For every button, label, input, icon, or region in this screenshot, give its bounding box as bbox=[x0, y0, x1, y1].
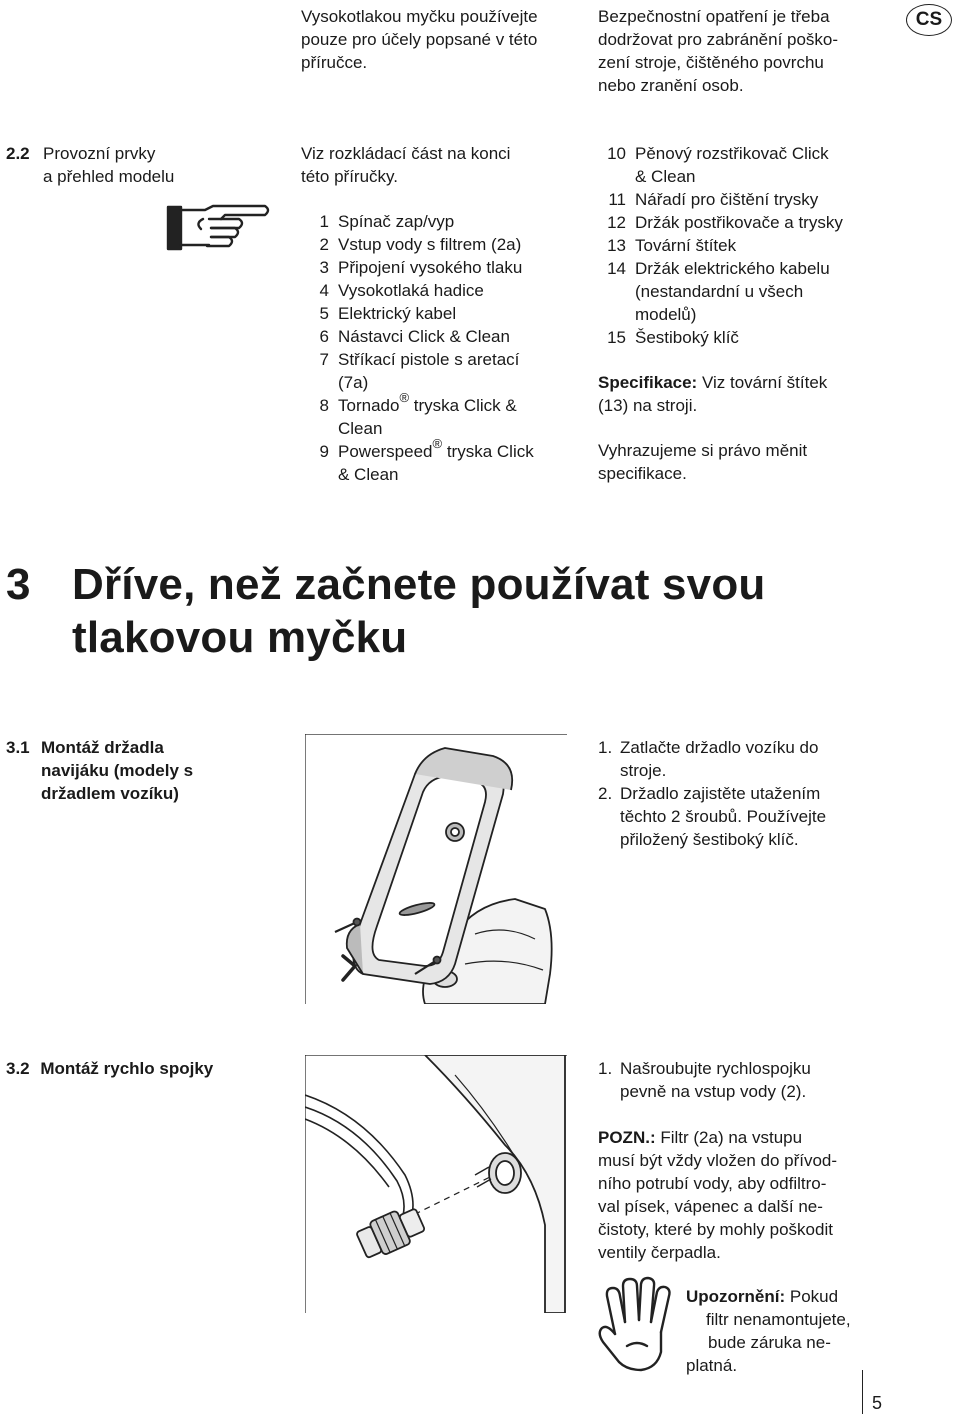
item-text: Stříkací pistole s aretací bbox=[338, 350, 520, 369]
section-title bbox=[43, 142, 174, 188]
section-3-2-steps bbox=[598, 1057, 898, 1103]
list-item bbox=[301, 390, 581, 440]
title-line: Montáž držadla bbox=[41, 738, 164, 757]
list-item bbox=[598, 234, 898, 257]
list-item bbox=[598, 188, 898, 211]
item-number: 3 bbox=[319, 258, 329, 277]
item-number: 2 bbox=[319, 235, 329, 254]
warning-label: Upozornění: bbox=[686, 1287, 786, 1306]
item-number: 10 bbox=[607, 144, 626, 163]
step-text: Zatlačte držadlo vozíku do bbox=[620, 738, 819, 757]
list-item bbox=[301, 302, 581, 325]
item-text: Nářadí pro čištění trysky bbox=[635, 190, 819, 209]
item-text: Spínač zap/vyp bbox=[338, 212, 455, 231]
list-item bbox=[301, 436, 581, 486]
step-item bbox=[598, 1057, 898, 1103]
section-title: Montáž rychlo spojky bbox=[40, 1059, 214, 1078]
item-number: 12 bbox=[607, 213, 626, 232]
note-line bbox=[598, 1126, 837, 1149]
reserve-note bbox=[598, 439, 807, 485]
item-text: & Clean bbox=[338, 465, 399, 484]
warning-text: Pokud bbox=[785, 1287, 839, 1306]
filter-note bbox=[598, 1126, 837, 1264]
registered-mark: ® bbox=[432, 436, 443, 452]
title-line: a přehled modelu bbox=[43, 167, 175, 186]
language-badge: CS bbox=[906, 4, 952, 36]
step-text: těchto 2 šroubů. Používejte bbox=[620, 807, 827, 826]
item-text: Vysokotlaká hadice bbox=[338, 281, 484, 300]
step-item bbox=[598, 736, 898, 782]
item-text: Nástavci Click & Clean bbox=[338, 327, 510, 346]
item-text: Pěnový rozstřikovač Click bbox=[635, 144, 829, 163]
step-text: stroje. bbox=[620, 761, 667, 780]
step-number: 1. bbox=[598, 738, 613, 757]
warning-text: bude záruka ne- bbox=[708, 1333, 831, 1352]
note-text: ventily čerpadla. bbox=[598, 1243, 721, 1262]
text-line: Viz rozkládací část na konci bbox=[301, 144, 511, 163]
step-text: Držadlo zajistěte utažením bbox=[620, 784, 821, 803]
intro-safety-text bbox=[598, 5, 838, 97]
warning-line bbox=[686, 1285, 851, 1308]
spec-text: (13) na stroji. bbox=[598, 396, 698, 415]
item-number: 5 bbox=[319, 304, 329, 323]
title-line: navijáku (modely s bbox=[41, 761, 194, 780]
quick-coupler-illustration bbox=[305, 1055, 567, 1313]
list-item bbox=[598, 257, 898, 326]
text-line: Vysokotlakou myčku používejte bbox=[301, 7, 538, 26]
chapter-title-line: Dříve, než začnete používat svou bbox=[72, 560, 766, 609]
intro-usage-text bbox=[301, 5, 538, 74]
parts-list-left bbox=[301, 210, 581, 486]
item-text: & Clean bbox=[635, 167, 696, 186]
item-text: Elektrický kabel bbox=[338, 304, 457, 323]
item-text: Držák elektrického kabelu bbox=[635, 259, 830, 278]
item-text: (7a) bbox=[338, 373, 369, 392]
item-number: 6 bbox=[319, 327, 329, 346]
spec-line bbox=[598, 371, 827, 394]
pointing-hand-icon bbox=[165, 197, 273, 259]
chapter-number: 3 bbox=[6, 560, 31, 609]
item-number: 13 bbox=[607, 236, 626, 255]
item-number: 14 bbox=[607, 259, 626, 278]
text-line: nebo zranění osob. bbox=[598, 76, 744, 95]
page-number: 5 bbox=[872, 1393, 883, 1413]
note-label: POZN.: bbox=[598, 1128, 656, 1147]
step-number: 1. bbox=[598, 1059, 613, 1078]
text-line: Vyhrazujeme si právo měnit bbox=[598, 441, 808, 460]
warning-text: platná. bbox=[686, 1356, 738, 1375]
item-text: Držák postřikovače a trysky bbox=[635, 213, 843, 232]
item-text: (nestandardní u všech bbox=[635, 282, 804, 301]
handle-mounting-illustration bbox=[305, 734, 567, 1004]
item-text: Clean bbox=[338, 419, 383, 438]
item-number: 15 bbox=[607, 328, 626, 347]
item-number: 9 bbox=[319, 442, 329, 461]
note-text: Filtr (2a) na vstupu bbox=[655, 1128, 803, 1147]
section-number: 3.1 bbox=[6, 738, 30, 757]
title-line: Provozní prvky bbox=[43, 144, 156, 163]
text-line: pouze pro účely popsané v této bbox=[301, 30, 538, 49]
step-item bbox=[598, 782, 898, 851]
warning-hand-icon bbox=[597, 1276, 683, 1372]
text-line: Bezpečnostní opatření je třeba bbox=[598, 7, 830, 26]
section-3-2-heading bbox=[6, 1057, 213, 1080]
list-item bbox=[301, 279, 581, 302]
item-number: 11 bbox=[608, 190, 626, 209]
list-item bbox=[598, 142, 898, 188]
list-item bbox=[301, 348, 581, 394]
registered-mark: ® bbox=[399, 390, 410, 406]
item-text: modelů) bbox=[635, 305, 697, 324]
text-line: této příručky. bbox=[301, 167, 398, 186]
section-number: 2.2 bbox=[6, 144, 30, 163]
list-item bbox=[301, 256, 581, 279]
item-number: 8 bbox=[319, 396, 329, 415]
list-item bbox=[301, 233, 581, 256]
chapter-3-heading bbox=[6, 558, 906, 668]
footer-divider bbox=[862, 1370, 863, 1414]
step-text: pevně na vstup vody (2). bbox=[620, 1082, 807, 1101]
spec-label: Specifikace: bbox=[598, 373, 698, 392]
item-text: Tovární štítek bbox=[635, 236, 737, 255]
warrant-warning bbox=[686, 1285, 851, 1377]
text-line: dodržovat pro zabránění poško- bbox=[598, 30, 839, 49]
note-text: čistoty, které by mohly poškodit bbox=[598, 1220, 833, 1239]
item-number: 1 bbox=[319, 212, 329, 231]
step-text: přiložený šestiboký klíč. bbox=[620, 830, 799, 849]
text-line: příručce. bbox=[301, 53, 368, 72]
list-item bbox=[301, 325, 581, 348]
item-text: Připojení vysokého tlaku bbox=[338, 258, 523, 277]
item-number: 7 bbox=[319, 350, 329, 369]
item-text: Tornado® tryska Click & bbox=[338, 390, 517, 415]
exploded-view-note bbox=[301, 142, 510, 188]
text-line: specifikace. bbox=[598, 464, 687, 483]
warning-text: filtr nenamontujete, bbox=[706, 1310, 851, 1329]
section-title bbox=[41, 736, 193, 805]
chapter-title-line: tlakovou myčku bbox=[72, 613, 408, 662]
item-text: Vstup vody s filtrem (2a) bbox=[338, 235, 522, 254]
list-item bbox=[301, 210, 581, 233]
note-text: val písek, vápenec a další ne- bbox=[598, 1197, 823, 1216]
section-number: 3.2 bbox=[6, 1059, 30, 1078]
parts-list-right bbox=[598, 142, 898, 349]
list-item bbox=[598, 326, 898, 349]
text-line: zení stroje, čištěného povrchu bbox=[598, 53, 824, 72]
step-text: Našroubujte rychlospojku bbox=[620, 1059, 811, 1078]
spec-text: Viz tovární štítek bbox=[697, 373, 828, 392]
specification-note bbox=[598, 371, 827, 417]
title-line: držadlem vozíku) bbox=[41, 784, 179, 803]
item-text: Šestiboký klíč bbox=[635, 328, 739, 347]
list-item bbox=[598, 211, 898, 234]
note-text: musí být vždy vložen do přívod- bbox=[598, 1151, 838, 1170]
item-number: 4 bbox=[319, 281, 329, 300]
step-number: 2. bbox=[598, 784, 613, 803]
item-text: Powerspeed® tryska Click bbox=[338, 436, 534, 461]
section-3-1-steps bbox=[598, 736, 898, 851]
note-text: ního potrubí vody, aby odfiltro- bbox=[598, 1174, 827, 1193]
